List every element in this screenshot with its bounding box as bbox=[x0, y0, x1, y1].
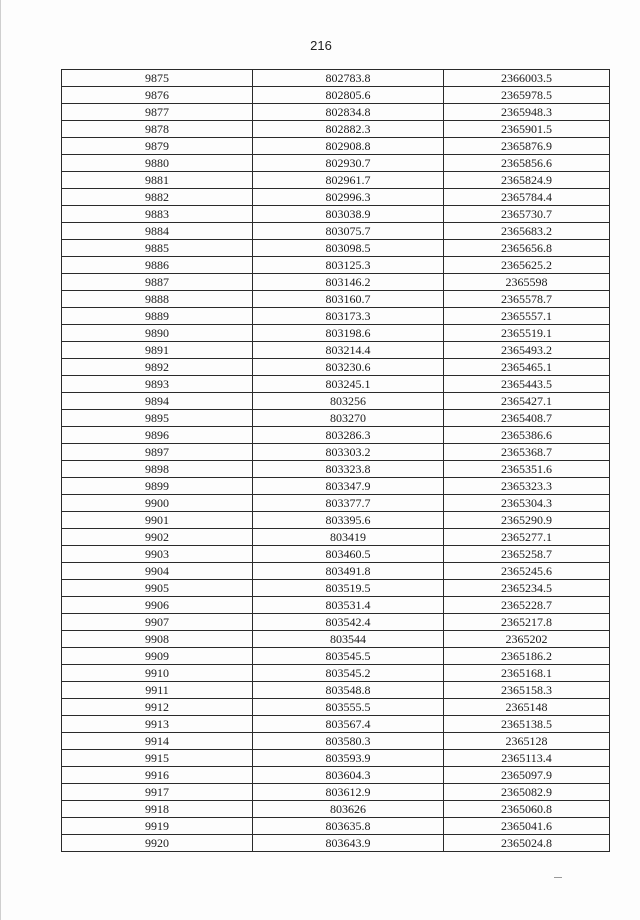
point-id-cell: 9902 bbox=[62, 529, 253, 546]
point-id-cell: 9914 bbox=[62, 733, 253, 750]
y-coordinate-cell: 2365234.5 bbox=[444, 580, 610, 597]
x-coordinate-cell: 803146.2 bbox=[253, 274, 444, 291]
table-row bbox=[62, 512, 610, 529]
point-id-cell: 9916 bbox=[62, 767, 253, 784]
y-coordinate-cell: 2365656.8 bbox=[444, 240, 610, 257]
y-coordinate-cell: 2365323.3 bbox=[444, 478, 610, 495]
y-coordinate-cell: 2365824.9 bbox=[444, 172, 610, 189]
table-row bbox=[62, 410, 610, 427]
x-coordinate-cell: 803626 bbox=[253, 801, 444, 818]
y-coordinate-cell: 2365258.7 bbox=[444, 546, 610, 563]
table-row bbox=[62, 87, 610, 104]
table-row bbox=[62, 206, 610, 223]
scan-mark bbox=[554, 877, 562, 878]
y-coordinate-cell: 2365128 bbox=[444, 733, 610, 750]
table-row bbox=[62, 393, 610, 410]
y-coordinate-cell: 2365598 bbox=[444, 274, 610, 291]
x-coordinate-cell: 803270 bbox=[253, 410, 444, 427]
x-coordinate-cell: 802882.3 bbox=[253, 121, 444, 138]
table-row bbox=[62, 699, 610, 716]
y-coordinate-cell: 2365368.7 bbox=[444, 444, 610, 461]
table-row bbox=[62, 835, 610, 852]
table-row bbox=[62, 223, 610, 240]
point-id-cell: 9885 bbox=[62, 240, 253, 257]
table-row bbox=[62, 257, 610, 274]
table-body bbox=[62, 70, 610, 852]
x-coordinate-cell: 803098.5 bbox=[253, 240, 444, 257]
point-id-cell: 9877 bbox=[62, 104, 253, 121]
table-row bbox=[62, 444, 610, 461]
x-coordinate-cell: 803545.5 bbox=[253, 648, 444, 665]
point-id-cell: 9875 bbox=[62, 70, 253, 87]
y-coordinate-cell: 2365978.5 bbox=[444, 87, 610, 104]
y-coordinate-cell: 2365060.8 bbox=[444, 801, 610, 818]
point-id-cell: 9920 bbox=[62, 835, 253, 852]
x-coordinate-cell: 803075.7 bbox=[253, 223, 444, 240]
y-coordinate-cell: 2365304.3 bbox=[444, 495, 610, 512]
table-row bbox=[62, 478, 610, 495]
y-coordinate-cell: 2365082.9 bbox=[444, 784, 610, 801]
x-coordinate-cell: 803214.4 bbox=[253, 342, 444, 359]
x-coordinate-cell: 803395.6 bbox=[253, 512, 444, 529]
table-row bbox=[62, 631, 610, 648]
y-coordinate-cell: 2365578.7 bbox=[444, 291, 610, 308]
y-coordinate-cell: 2365386.6 bbox=[444, 427, 610, 444]
point-id-cell: 9879 bbox=[62, 138, 253, 155]
point-id-cell: 9915 bbox=[62, 750, 253, 767]
table-row bbox=[62, 189, 610, 206]
table-row bbox=[62, 716, 610, 733]
table-row bbox=[62, 818, 610, 835]
point-id-cell: 9897 bbox=[62, 444, 253, 461]
point-id-cell: 9892 bbox=[62, 359, 253, 376]
point-id-cell: 9906 bbox=[62, 597, 253, 614]
point-id-cell: 9912 bbox=[62, 699, 253, 716]
y-coordinate-cell: 2365856.6 bbox=[444, 155, 610, 172]
point-id-cell: 9878 bbox=[62, 121, 253, 138]
x-coordinate-cell: 803635.8 bbox=[253, 818, 444, 835]
y-coordinate-cell: 2365493.2 bbox=[444, 342, 610, 359]
table-row bbox=[62, 291, 610, 308]
table-row bbox=[62, 801, 610, 818]
y-coordinate-cell: 2365148 bbox=[444, 699, 610, 716]
table-row bbox=[62, 342, 610, 359]
x-coordinate-cell: 803230.6 bbox=[253, 359, 444, 376]
y-coordinate-cell: 2365277.1 bbox=[444, 529, 610, 546]
point-id-cell: 9905 bbox=[62, 580, 253, 597]
page-number: 216 bbox=[310, 38, 332, 53]
x-coordinate-cell: 803548.8 bbox=[253, 682, 444, 699]
point-id-cell: 9896 bbox=[62, 427, 253, 444]
y-coordinate-cell: 2365784.4 bbox=[444, 189, 610, 206]
x-coordinate-cell: 803377.7 bbox=[253, 495, 444, 512]
table-row bbox=[62, 359, 610, 376]
x-coordinate-cell: 803643.9 bbox=[253, 835, 444, 852]
x-coordinate-cell: 803612.9 bbox=[253, 784, 444, 801]
y-coordinate-cell: 2365168.1 bbox=[444, 665, 610, 682]
table-row bbox=[62, 648, 610, 665]
x-coordinate-cell: 803545.2 bbox=[253, 665, 444, 682]
x-coordinate-cell: 803198.6 bbox=[253, 325, 444, 342]
point-id-cell: 9911 bbox=[62, 682, 253, 699]
x-coordinate-cell: 803245.1 bbox=[253, 376, 444, 393]
table-row bbox=[62, 597, 610, 614]
x-coordinate-cell: 802961.7 bbox=[253, 172, 444, 189]
y-coordinate-cell: 2365097.9 bbox=[444, 767, 610, 784]
point-id-cell: 9893 bbox=[62, 376, 253, 393]
point-id-cell: 9881 bbox=[62, 172, 253, 189]
x-coordinate-cell: 802930.7 bbox=[253, 155, 444, 172]
point-id-cell: 9917 bbox=[62, 784, 253, 801]
y-coordinate-cell: 2365876.9 bbox=[444, 138, 610, 155]
point-id-cell: 9903 bbox=[62, 546, 253, 563]
x-coordinate-cell: 803173.3 bbox=[253, 308, 444, 325]
point-id-cell: 9880 bbox=[62, 155, 253, 172]
x-coordinate-cell: 803256 bbox=[253, 393, 444, 410]
point-id-cell: 9899 bbox=[62, 478, 253, 495]
y-coordinate-cell: 2365158.3 bbox=[444, 682, 610, 699]
y-coordinate-cell: 2365202 bbox=[444, 631, 610, 648]
table-row bbox=[62, 104, 610, 121]
y-coordinate-cell: 2365427.1 bbox=[444, 393, 610, 410]
table-row bbox=[62, 614, 610, 631]
x-coordinate-cell: 803542.4 bbox=[253, 614, 444, 631]
table-row bbox=[62, 308, 610, 325]
x-coordinate-cell: 803347.9 bbox=[253, 478, 444, 495]
x-coordinate-cell: 802908.8 bbox=[253, 138, 444, 155]
table-row bbox=[62, 767, 610, 784]
table-row bbox=[62, 155, 610, 172]
point-id-cell: 9894 bbox=[62, 393, 253, 410]
y-coordinate-cell: 2365228.7 bbox=[444, 597, 610, 614]
table-row bbox=[62, 138, 610, 155]
x-coordinate-cell: 803160.7 bbox=[253, 291, 444, 308]
point-id-cell: 9913 bbox=[62, 716, 253, 733]
point-id-cell: 9910 bbox=[62, 665, 253, 682]
table-row bbox=[62, 682, 610, 699]
table-row bbox=[62, 274, 610, 291]
x-coordinate-cell: 803491.8 bbox=[253, 563, 444, 580]
table-row bbox=[62, 121, 610, 138]
x-coordinate-cell: 803519.5 bbox=[253, 580, 444, 597]
y-coordinate-cell: 2365730.7 bbox=[444, 206, 610, 223]
point-id-cell: 9882 bbox=[62, 189, 253, 206]
x-coordinate-cell: 803604.3 bbox=[253, 767, 444, 784]
point-id-cell: 9919 bbox=[62, 818, 253, 835]
y-coordinate-cell: 2365041.6 bbox=[444, 818, 610, 835]
x-coordinate-cell: 803567.4 bbox=[253, 716, 444, 733]
point-id-cell: 9904 bbox=[62, 563, 253, 580]
table-row bbox=[62, 750, 610, 767]
point-id-cell: 9890 bbox=[62, 325, 253, 342]
point-id-cell: 9883 bbox=[62, 206, 253, 223]
x-coordinate-cell: 803460.5 bbox=[253, 546, 444, 563]
x-coordinate-cell: 803286.3 bbox=[253, 427, 444, 444]
y-coordinate-cell: 2365625.2 bbox=[444, 257, 610, 274]
point-id-cell: 9909 bbox=[62, 648, 253, 665]
x-coordinate-cell: 802996.3 bbox=[253, 189, 444, 206]
y-coordinate-cell: 2365519.1 bbox=[444, 325, 610, 342]
x-coordinate-cell: 803323.8 bbox=[253, 461, 444, 478]
point-id-cell: 9887 bbox=[62, 274, 253, 291]
y-coordinate-cell: 2365683.2 bbox=[444, 223, 610, 240]
table-row bbox=[62, 784, 610, 801]
table-row bbox=[62, 563, 610, 580]
table-row bbox=[62, 172, 610, 189]
table-row bbox=[62, 495, 610, 512]
y-coordinate-cell: 2366003.5 bbox=[444, 70, 610, 87]
y-coordinate-cell: 2365290.9 bbox=[444, 512, 610, 529]
point-id-cell: 9908 bbox=[62, 631, 253, 648]
y-coordinate-cell: 2365465.1 bbox=[444, 359, 610, 376]
x-coordinate-cell: 803531.4 bbox=[253, 597, 444, 614]
table-row bbox=[62, 580, 610, 597]
table-row bbox=[62, 665, 610, 682]
point-id-cell: 9918 bbox=[62, 801, 253, 818]
point-id-cell: 9898 bbox=[62, 461, 253, 478]
x-coordinate-cell: 803593.9 bbox=[253, 750, 444, 767]
x-coordinate-cell: 802805.6 bbox=[253, 87, 444, 104]
y-coordinate-cell: 2365948.3 bbox=[444, 104, 610, 121]
point-id-cell: 9907 bbox=[62, 614, 253, 631]
table-row bbox=[62, 461, 610, 478]
table-row bbox=[62, 376, 610, 393]
point-id-cell: 9895 bbox=[62, 410, 253, 427]
x-coordinate-cell: 802834.8 bbox=[253, 104, 444, 121]
table-row bbox=[62, 70, 610, 87]
table-row bbox=[62, 427, 610, 444]
y-coordinate-cell: 2365408.7 bbox=[444, 410, 610, 427]
table-row bbox=[62, 240, 610, 257]
x-coordinate-cell: 803544 bbox=[253, 631, 444, 648]
table-row bbox=[62, 325, 610, 342]
table-row bbox=[62, 546, 610, 563]
y-coordinate-cell: 2365024.8 bbox=[444, 835, 610, 852]
x-coordinate-cell: 803125.3 bbox=[253, 257, 444, 274]
point-id-cell: 9888 bbox=[62, 291, 253, 308]
x-coordinate-cell: 803580.3 bbox=[253, 733, 444, 750]
y-coordinate-cell: 2365138.5 bbox=[444, 716, 610, 733]
x-coordinate-cell: 803555.5 bbox=[253, 699, 444, 716]
point-id-cell: 9876 bbox=[62, 87, 253, 104]
y-coordinate-cell: 2365113.4 bbox=[444, 750, 610, 767]
y-coordinate-cell: 2365901.5 bbox=[444, 121, 610, 138]
x-coordinate-cell: 802783.8 bbox=[253, 70, 444, 87]
table-row bbox=[62, 529, 610, 546]
point-id-cell: 9886 bbox=[62, 257, 253, 274]
coordinates-table bbox=[61, 69, 610, 852]
point-id-cell: 9900 bbox=[62, 495, 253, 512]
y-coordinate-cell: 2365186.2 bbox=[444, 648, 610, 665]
point-id-cell: 9901 bbox=[62, 512, 253, 529]
y-coordinate-cell: 2365245.6 bbox=[444, 563, 610, 580]
y-coordinate-cell: 2365557.1 bbox=[444, 308, 610, 325]
x-coordinate-cell: 803038.9 bbox=[253, 206, 444, 223]
y-coordinate-cell: 2365443.5 bbox=[444, 376, 610, 393]
y-coordinate-cell: 2365217.8 bbox=[444, 614, 610, 631]
x-coordinate-cell: 803419 bbox=[253, 529, 444, 546]
x-coordinate-cell: 803303.2 bbox=[253, 444, 444, 461]
point-id-cell: 9891 bbox=[62, 342, 253, 359]
y-coordinate-cell: 2365351.6 bbox=[444, 461, 610, 478]
table-row bbox=[62, 733, 610, 750]
point-id-cell: 9884 bbox=[62, 223, 253, 240]
point-id-cell: 9889 bbox=[62, 308, 253, 325]
